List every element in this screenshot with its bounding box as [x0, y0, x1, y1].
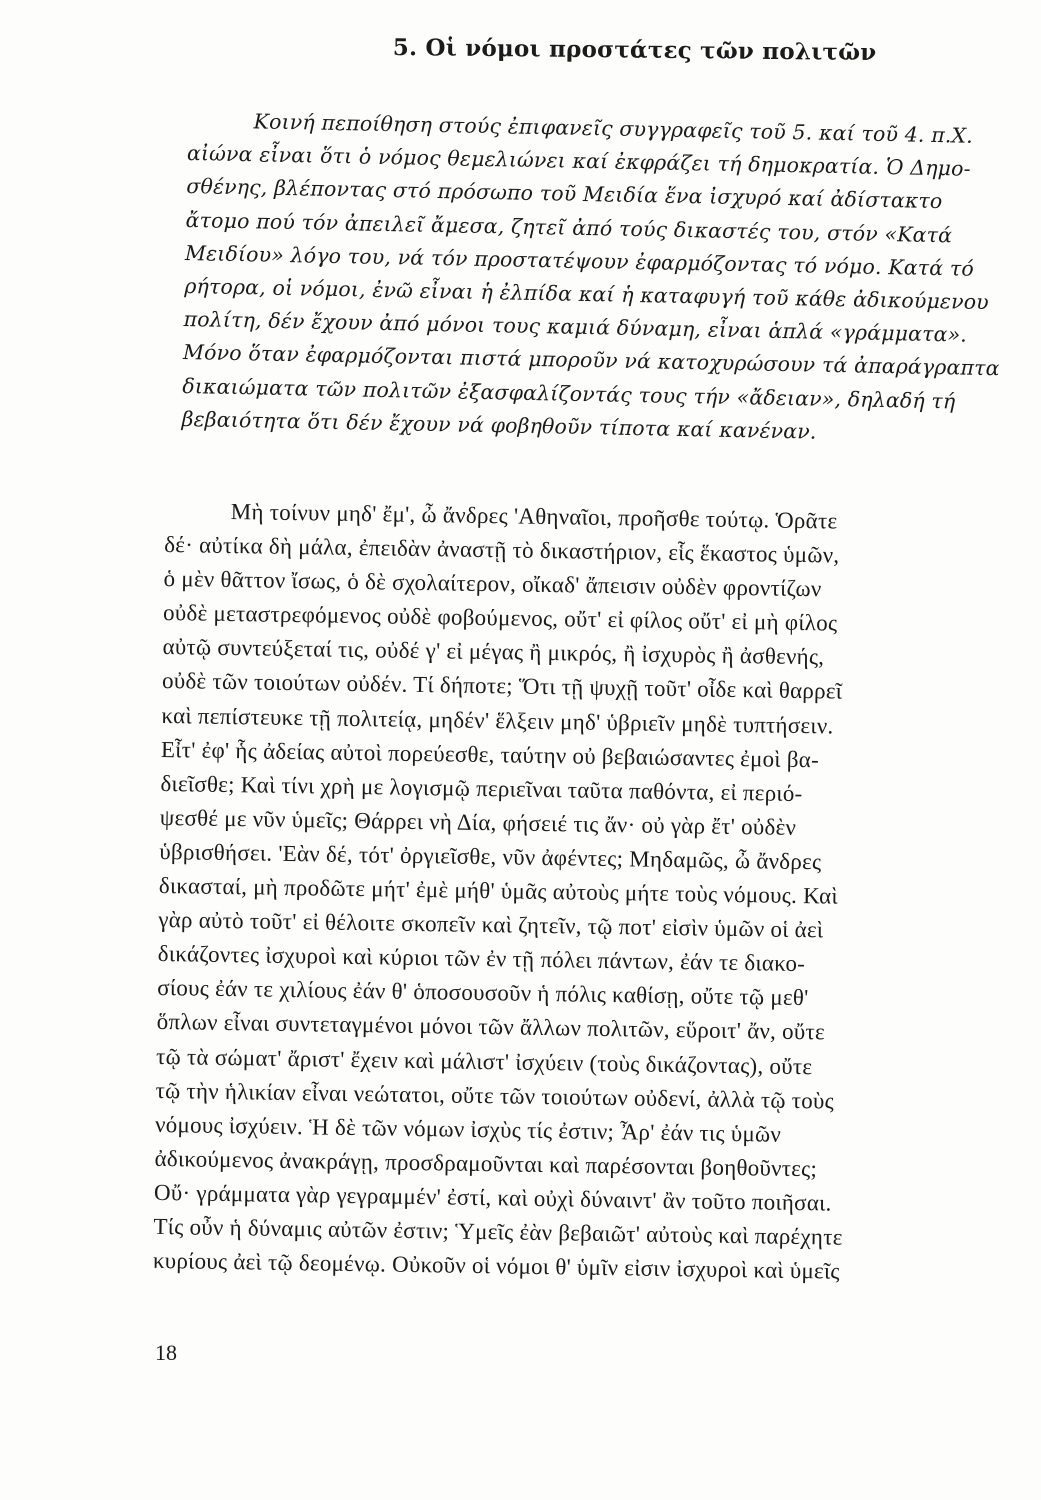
text-line: δικασταί, μὴ προδῶτε μήτ' ἐμὲ μήθ' ὑμᾶς αὐτοὺς μήτε τοὺς νόμους. Καὶ	[158, 872, 839, 909]
text-line: ὁ μὲν θᾶττον ἴσως, ὁ δὲ σχολαίτερον, οἴκαδ' ἄπεισιν οὐδὲν φροντίζων	[163, 566, 822, 602]
text-line: ἀδικούμενος ἀνακράγῃ, προσδραμοῦνται καὶ παρέσονται βοηθοῦντες;	[154, 1145, 818, 1182]
text-line: Τίς οὖν ἡ δύναμις αὐτῶν ἐστιν; Ὑμεῖς ἐὰν βεβαιῶτ' αὐτοὺς καὶ παρέχητε	[153, 1213, 843, 1250]
page-number: 18	[155, 1340, 177, 1365]
intro-line: ρήτορα, οἱ νόμοι, ἐνῶ εἶναι ἡ ἐλπίδα καί ἡ καταφυγή τοῦ κάθε ἀδικούμενου	[184, 273, 990, 315]
text-line: οὐδὲ μεταστρεφόμενος οὐδὲ φοβούμενος, οὔτ' εἰ φίλος οὔτ' εἰ μὴ φίλος	[162, 600, 838, 636]
text-line: τῷ τὰ σώματ' ἄριστ' ἔχειν καὶ μάλιστ' ἰσχύειν (τοὺς δικάζοντας), οὔτε	[155, 1043, 813, 1079]
intro-line: Μειδίου» λόγο του, νά τόν προστατέψουν ἐφαρμόζοντας τό νόμο. Κατά τό	[184, 240, 975, 281]
intro-paragraph	[181, 104, 1041, 453]
intro-line: αἰώνα εἶναι ὅτι ὁ νόμος θεμελιώνει καί ἐκφράζει τή δημοκρατία. Ὁ Δημο-	[186, 141, 971, 181]
text-line: ψεσθέ με νῦν ὑμεῖς; Θάρρει νὴ Δία, φήσειέ τις ἄν· οὐ γὰρ ἔτ' οὐδὲν	[159, 804, 797, 840]
main-greek-text	[153, 494, 1041, 1292]
intro-line: βεβαιότητα ὅτι δέν ἔχουν νά φοβηθοῦν τίποτα καί κανέναν.	[181, 406, 817, 444]
intro-line: δικαιώματα τῶν πολιτῶν ἐξασφαλίζοντάς τους τήν «ἄδειαν», δηλαδή τή	[182, 373, 956, 413]
text-line: οὐδὲ τῶν τοιούτων οὐδέν. Τί δήποτε; Ὅτι τῇ ψυχῇ τοῦτ' οἶδε καὶ θαρρεῖ	[161, 668, 843, 705]
text-line: δικάζοντες ἰσχυροὶ καὶ κύριοι τῶν ἐν τῇ πόλει πάντων, ἐάν τε διακο-	[157, 941, 806, 977]
text-line: Εἶτ' ἐφ' ἧς ἀδείας αὐτοὶ πορεύεσθε, ταύτην οὐ βεβαιώσαντες ἐμοὶ βα-	[160, 736, 820, 772]
section-heading: 5. Οἱ νόμοι προστάτες τῶν πολιτῶν	[392, 34, 877, 67]
text-line: γὰρ αὐτὸ τοῦτ' εἰ θέλοιτε σκοπεῖν καὶ ζητεῖν, τῷ ποτ' εἰσὶν ὑμῶν οἱ ἀεὶ	[158, 907, 824, 943]
intro-line: ἄτομο πού τόν ἀπειλεῖ ἄμεσα, ζητεῖ ἀπό τούς δικαστές του, στόν «Κατά	[185, 207, 953, 247]
text-line: δέ· αὐτίκα δὴ μάλα, ἐπειδὰν ἀναστῇ τὸ δικαστήριον, εἷς ἕκαστος ὑμῶν,	[164, 532, 840, 568]
text-line: νόμους ἰσχύειν. Ἡ δὲ τῶν νόμων ἰσχὺς τίς ἐστιν; Ἆρ' ἐάν τις ὑμῶν	[154, 1111, 782, 1147]
intro-line: Κοινή πεποίθηση στούς ἐπιφανεῖς συγγραφεῖς τοῦ 5. καί τοῦ 4. π.Χ.	[253, 109, 974, 148]
text-line: καὶ πεπίστευκε τῇ πολιτείᾳ, μηδέν' ἕλξειν μηδ' ὑβριεῖν μηδὲ τυπτήσειν.	[161, 702, 834, 739]
text-line: κυρίους ἀεὶ τῷ δεομένῳ. Οὐκοῦν οἱ νόμοι θ' ὑμῖν εἰσιν ἰσχυροὶ καὶ ὑμεῖς	[152, 1247, 840, 1284]
text-line: ὅπλων εἶναι συντεταγμένοι μόνοι τῶν ἄλλων πολιτῶν, εὕροιτ' ἄν, οὔτε	[156, 1009, 826, 1045]
text-line: αὐτῷ συντεύξεταί τις, οὐδέ γ' εἰ μέγας ἢ μικρός, ἢ ἰσχυρὸς ἢ ἀσθενής,	[162, 634, 825, 670]
text-line: Μὴ τοίνυν μηδ' ἔμ', ὦ ἄνδρες 'Αθηναῖοι, προῆσθε τούτῳ. Ὁρᾶτε	[230, 499, 838, 534]
intro-line: σθένης, βλέποντας στό πρόσωπο τοῦ Μειδία ἕνα ἰσχυρό καί ἀδίστακτο	[186, 174, 943, 214]
intro-line: πολίτη, δέν ἔχουν ἀπό μόνοι τους καμιά δύναμη, εἶναι ἁπλά «γράμματα».	[183, 307, 968, 347]
intro-line: Μόνο ὅταν ἐφαρμόζονται πιστά μποροῦν νά κατοχυρώσουν τά ἀπαράγραπτα	[182, 340, 1000, 381]
text-line: Οὔ· γράμματα γὰρ γεγραμμέν' ἐστί, καὶ οὐχὶ δύναιντ' ἂν τοῦτο ποιῆσαι.	[153, 1179, 832, 1216]
text-line: ὑβρισθήσει. 'Εὰν δέ, τότ' ὀργιεῖσθε, νῦν ἀφέντες; Μηδαμῶς, ὦ ἄνδρες	[159, 838, 822, 875]
text-line: τῷ τὴν ἡλικίαν εἶναι νεώτατοι, οὔτε τῶν τοιούτων οὐδενί, ἀλλὰ τῷ τοὺς	[155, 1077, 835, 1114]
text-line: διεῖσθε; Καὶ τίνι χρὴ με λογισμῷ περιεῖναι ταῦτα παθόντα, εἰ περιό-	[160, 770, 803, 806]
text-line: σίους ἐάν τε χιλίους ἐάν θ' ὁποσουσοῦν ἡ πόλις καθίσῃ, οὔτε τῷ μεθ'	[157, 975, 809, 1011]
